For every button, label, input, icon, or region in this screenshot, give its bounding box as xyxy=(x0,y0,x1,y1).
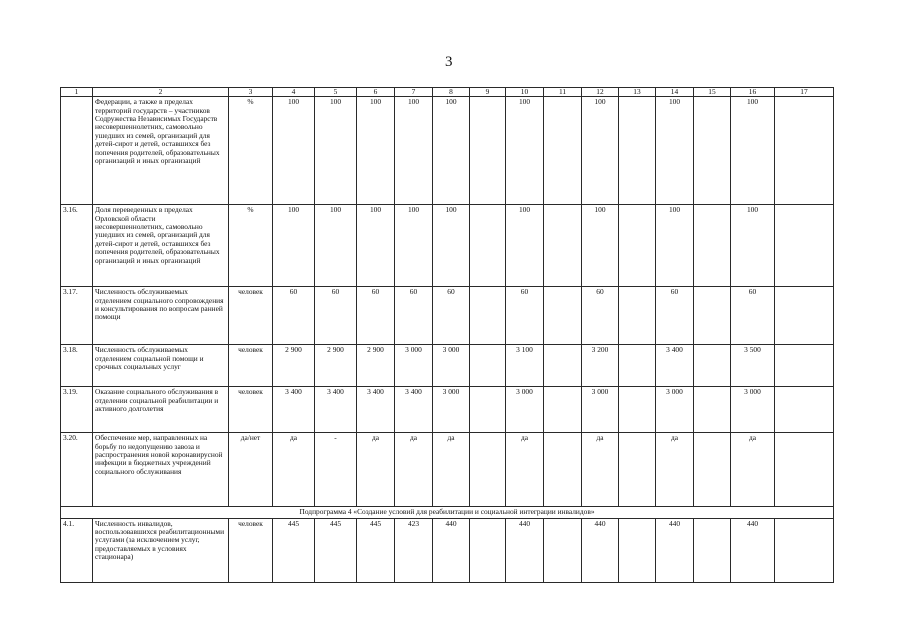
table-row xyxy=(61,287,834,345)
value-cell-col-4: 100 xyxy=(273,205,315,287)
value-cell-col-17 xyxy=(775,433,834,507)
value-cell-col-4: да xyxy=(273,433,315,507)
value-cell-col-9 xyxy=(470,387,506,433)
value-cell-col-14: 60 xyxy=(656,287,694,345)
value-cell-col-8: да xyxy=(433,433,470,507)
value-cell-col-12: 100 xyxy=(582,205,619,287)
table-row xyxy=(61,205,834,287)
header-cell-7: 7 xyxy=(395,88,433,97)
header-cell-11: 11 xyxy=(544,88,582,97)
value-cell-col-12: 100 xyxy=(582,97,619,205)
value-cell-col-7: 423 xyxy=(395,518,433,582)
value-cell-col-11 xyxy=(544,387,582,433)
value-cell-col-4: 2 900 xyxy=(273,345,315,387)
value-cell-col-15 xyxy=(694,345,731,387)
value-cell-col-11 xyxy=(544,205,582,287)
value-cell-col-6: 100 xyxy=(357,205,395,287)
value-cell-col-14: 3 400 xyxy=(656,345,694,387)
value-cell-col-8: 440 xyxy=(433,518,470,582)
value-cell-col-9 xyxy=(470,345,506,387)
header-cell-10: 10 xyxy=(506,88,544,97)
unit-cell: % xyxy=(229,97,273,205)
value-cell-col-10: 100 xyxy=(506,205,544,287)
value-cell-col-4: 445 xyxy=(273,518,315,582)
value-cell-col-16: да xyxy=(731,433,775,507)
value-cell-col-12: да xyxy=(582,433,619,507)
table-row xyxy=(61,345,834,387)
value-cell-col-6: 100 xyxy=(357,97,395,205)
value-cell-col-15 xyxy=(694,387,731,433)
value-cell-col-9 xyxy=(470,97,506,205)
indicator-name: Численность обслуживаемых отделением социальной помощи и срочных социальных услуг xyxy=(93,345,229,387)
header-cell-9: 9 xyxy=(470,88,506,97)
value-cell-col-14: да xyxy=(656,433,694,507)
value-cell-col-9 xyxy=(470,287,506,345)
value-cell-col-7: 100 xyxy=(395,205,433,287)
value-cell-col-17 xyxy=(775,287,834,345)
value-cell-col-14: 100 xyxy=(656,97,694,205)
value-cell-col-8: 3 000 xyxy=(433,345,470,387)
header-cell-17: 17 xyxy=(775,88,834,97)
row-number xyxy=(61,97,93,205)
value-cell-col-15 xyxy=(694,97,731,205)
value-cell-col-5: 3 400 xyxy=(315,387,357,433)
unit-cell: человек xyxy=(229,345,273,387)
value-cell-col-13 xyxy=(619,287,656,345)
value-cell-col-8: 3 000 xyxy=(433,387,470,433)
value-cell-col-17 xyxy=(775,205,834,287)
value-cell-col-11 xyxy=(544,433,582,507)
value-cell-col-4: 60 xyxy=(273,287,315,345)
value-cell-col-9 xyxy=(470,433,506,507)
subprogram-title: Подпрограмма 4 «Создание условий для реабилитации и социальной интеграции инвалидов» xyxy=(61,507,834,518)
header-cell-15: 15 xyxy=(694,88,731,97)
value-cell-col-11 xyxy=(544,97,582,205)
value-cell-col-17 xyxy=(775,387,834,433)
value-cell-col-7: 60 xyxy=(395,287,433,345)
value-cell-col-15 xyxy=(694,287,731,345)
value-cell-col-5: 2 900 xyxy=(315,345,357,387)
value-cell-col-13 xyxy=(619,345,656,387)
value-cell-col-14: 3 000 xyxy=(656,387,694,433)
value-cell-col-11 xyxy=(544,518,582,582)
header-cell-4: 4 xyxy=(273,88,315,97)
value-cell-col-8: 100 xyxy=(433,97,470,205)
value-cell-col-15 xyxy=(694,205,731,287)
value-cell-col-5: 100 xyxy=(315,205,357,287)
value-cell-col-10: 440 xyxy=(506,518,544,582)
value-cell-col-7: 3 400 xyxy=(395,387,433,433)
indicator-name: Доля переведенных в пределах Орловской области несовершеннолетних, самовольно ушедших из семей, организаций для детей-сирот и детей, оставшихся без попечения родителей, образовательных организаций и иных организаций xyxy=(93,205,229,287)
value-cell-col-5: 100 xyxy=(315,97,357,205)
value-cell-col-12: 3 200 xyxy=(582,345,619,387)
table-row xyxy=(61,433,834,507)
value-cell-col-6: 3 400 xyxy=(357,387,395,433)
row-number: 4.1. xyxy=(61,518,93,582)
value-cell-col-10: 60 xyxy=(506,287,544,345)
value-cell-col-14: 440 xyxy=(656,518,694,582)
header-cell-6: 6 xyxy=(357,88,395,97)
header-cell-16: 16 xyxy=(731,88,775,97)
header-cell-1: 1 xyxy=(61,88,93,97)
indicator-name: Численность обслуживаемых отделением социального сопровождения и консультирования по вопросам ранней помощи xyxy=(93,287,229,345)
value-cell-col-12: 3 000 xyxy=(582,387,619,433)
value-cell-col-17 xyxy=(775,518,834,582)
indicators-table xyxy=(60,87,834,583)
row-number: 3.18. xyxy=(61,345,93,387)
indicator-name: Оказание социального обслуживания в отделении социальной реабилитации и активного долголетия xyxy=(93,387,229,433)
value-cell-col-13 xyxy=(619,433,656,507)
header-cell-14: 14 xyxy=(656,88,694,97)
value-cell-col-6: да xyxy=(357,433,395,507)
value-cell-col-10: 3 000 xyxy=(506,387,544,433)
value-cell-col-4: 100 xyxy=(273,97,315,205)
row-number: 3.20. xyxy=(61,433,93,507)
value-cell-col-13 xyxy=(619,97,656,205)
value-cell-col-6: 2 900 xyxy=(357,345,395,387)
value-cell-col-7: да xyxy=(395,433,433,507)
unit-cell: человек xyxy=(229,287,273,345)
unit-cell: человек xyxy=(229,518,273,582)
table-row xyxy=(61,97,834,205)
value-cell-col-13 xyxy=(619,518,656,582)
value-cell-col-14: 100 xyxy=(656,205,694,287)
row-number: 3.17. xyxy=(61,287,93,345)
header-cell-12: 12 xyxy=(582,88,619,97)
value-cell-col-11 xyxy=(544,287,582,345)
value-cell-col-5: 445 xyxy=(315,518,357,582)
value-cell-col-13 xyxy=(619,205,656,287)
value-cell-col-9 xyxy=(470,205,506,287)
value-cell-col-15 xyxy=(694,518,731,582)
unit-cell: человек xyxy=(229,387,273,433)
value-cell-col-17 xyxy=(775,345,834,387)
value-cell-col-16: 440 xyxy=(731,518,775,582)
indicator-name: Численность инвалидов, воспользовавшихся реабилитационными услугами (за исключением услуг, предоставляемых в условиях стационара) xyxy=(93,518,229,582)
value-cell-col-6: 60 xyxy=(357,287,395,345)
header-cell-8: 8 xyxy=(433,88,470,97)
value-cell-col-10: 3 100 xyxy=(506,345,544,387)
value-cell-col-6: 445 xyxy=(357,518,395,582)
unit-cell: да/нет xyxy=(229,433,273,507)
value-cell-col-8: 100 xyxy=(433,205,470,287)
header-cell-2: 2 xyxy=(93,88,229,97)
unit-cell: % xyxy=(229,205,273,287)
value-cell-col-8: 60 xyxy=(433,287,470,345)
value-cell-col-16: 100 xyxy=(731,205,775,287)
value-cell-col-11 xyxy=(544,345,582,387)
indicator-name: Обеспечение мер, направленных на борьбу по недопущению завоза и распространения новой коронавирусной инфекции в бюджетных учреждений социального обслуживания xyxy=(93,433,229,507)
table-row xyxy=(61,518,834,582)
table-header-row xyxy=(61,88,834,97)
value-cell-col-16: 3 500 xyxy=(731,345,775,387)
value-cell-col-16: 3 000 xyxy=(731,387,775,433)
table-row xyxy=(61,387,834,433)
value-cell-col-4: 3 400 xyxy=(273,387,315,433)
value-cell-col-12: 60 xyxy=(582,287,619,345)
value-cell-col-17 xyxy=(775,97,834,205)
value-cell-col-10: 100 xyxy=(506,97,544,205)
value-cell-col-16: 60 xyxy=(731,287,775,345)
row-number: 3.16. xyxy=(61,205,93,287)
row-number: 3.19. xyxy=(61,387,93,433)
subprogram-row xyxy=(61,507,834,518)
header-cell-5: 5 xyxy=(315,88,357,97)
header-cell-3: 3 xyxy=(229,88,273,97)
value-cell-col-5: - xyxy=(315,433,357,507)
value-cell-col-16: 100 xyxy=(731,97,775,205)
value-cell-col-10: да xyxy=(506,433,544,507)
value-cell-col-9 xyxy=(470,518,506,582)
page-number: 3 xyxy=(445,54,453,70)
value-cell-col-15 xyxy=(694,433,731,507)
indicator-name: Федерации, а также в пределах территорий государств – участников Содружества Независимых Государств несовершеннолетних, самовольно ушедших из семей, организаций для детей-сирот и детей, оставшихся без попечения родителей, образовательных организаций и иных организаций xyxy=(93,97,229,205)
header-cell-13: 13 xyxy=(619,88,656,97)
value-cell-col-12: 440 xyxy=(582,518,619,582)
value-cell-col-13 xyxy=(619,387,656,433)
value-cell-col-5: 60 xyxy=(315,287,357,345)
value-cell-col-7: 100 xyxy=(395,97,433,205)
value-cell-col-7: 3 000 xyxy=(395,345,433,387)
